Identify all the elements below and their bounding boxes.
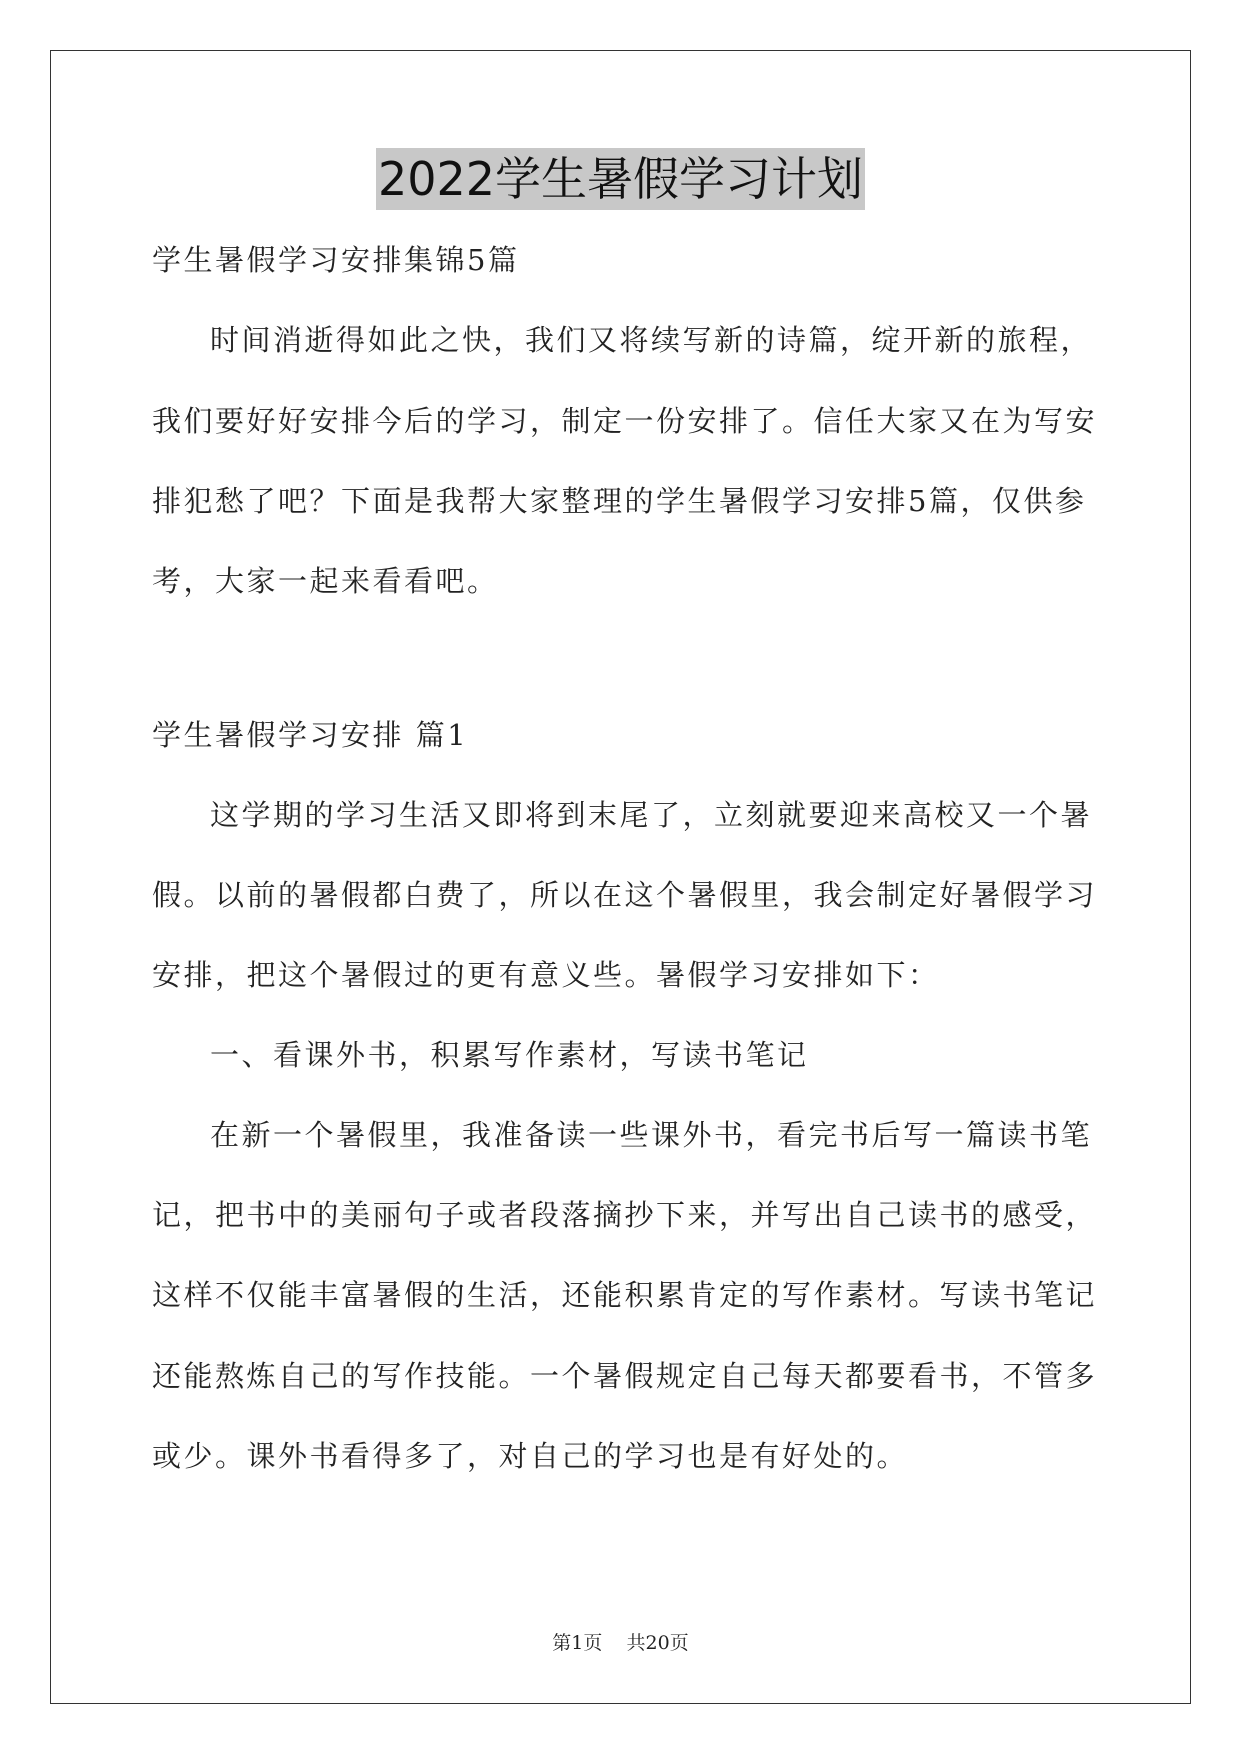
paragraph-line: 这学期的学习生活又即将到末尾了，立刻就要迎来高校又一个暑 (210, 798, 1093, 832)
paragraph-line: 假。以前的暑假都白费了，所以在这个暑假里，我会制定好暑假学习 (152, 878, 1098, 912)
paragraph-line: 还能熬炼自己的写作技能。一个暑假规定自己每天都要看书，不管多 (152, 1359, 1098, 1393)
page-number: 第1页 (552, 1632, 603, 1654)
section-heading-part1: 学生暑假学习安排 篇1 (152, 718, 469, 752)
title-container (0, 148, 1241, 210)
subheading-line: 一、看课外书，积累写作素材，写读书笔记 (210, 1038, 809, 1072)
paragraph-line: 记，把书中的美丽句子或者段落摘抄下来，并写出自己读书的感受， (152, 1198, 1098, 1232)
paragraph-line: 这样不仅能丰富暑假的生活，还能积累肯定的写作素材。写读书笔记 (152, 1278, 1098, 1312)
document-title: 2022学生暑假学习计划 (376, 148, 865, 210)
page-footer (0, 1628, 1241, 1655)
paragraph-line: 排犯愁了吧？下面是我帮大家整理的学生暑假学习安排5篇，仅供参 (152, 484, 1087, 518)
paragraph-line: 在新一个暑假里，我准备读一些课外书，看完书后写一篇读书笔 (210, 1118, 1093, 1152)
page-total: 共20页 (626, 1632, 689, 1654)
section-heading-collection: 学生暑假学习安排集锦5篇 (152, 243, 520, 277)
paragraph-line: 考，大家一起来看看吧。 (152, 564, 499, 598)
paragraph-line: 时间消逝得如此之快，我们又将续写新的诗篇，绽开新的旅程， (210, 323, 1093, 357)
paragraph-line: 安排，把这个暑假过的更有意义些。暑假学习安排如下： (152, 958, 940, 992)
paragraph-line: 我们要好好安排今后的学习，制定一份安排了。信任大家又在为写安 (152, 404, 1098, 438)
paragraph-line: 或少。课外书看得多了，对自己的学习也是有好处的。 (152, 1439, 909, 1473)
